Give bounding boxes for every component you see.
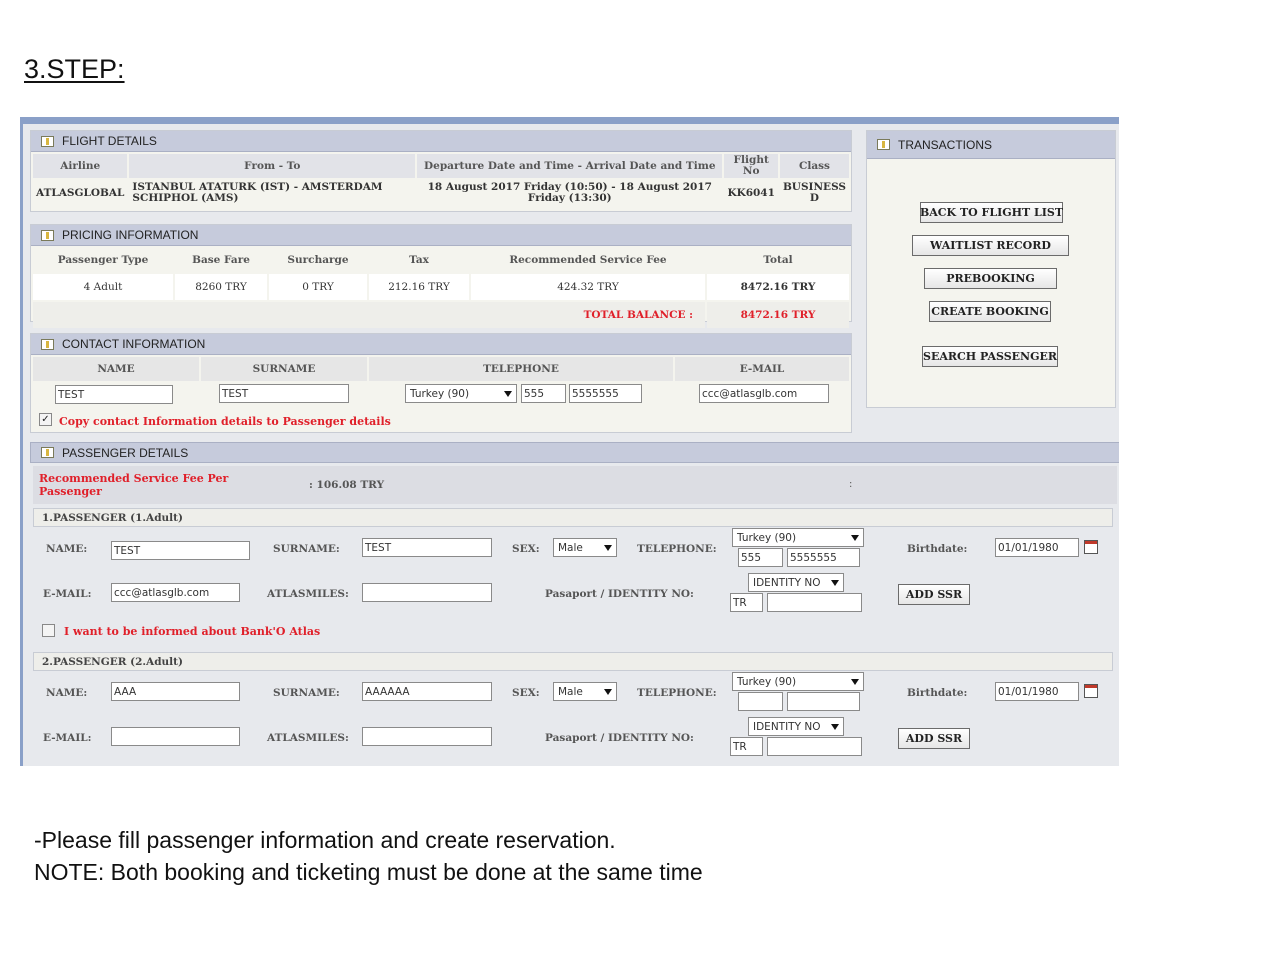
flight-details-section: [30, 130, 852, 212]
passenger-1-block: [30, 508, 1119, 646]
price-total: 8472.16 TRY: [707, 274, 849, 300]
col-from-to: From - To: [129, 154, 415, 178]
pax1-birthdate-input[interactable]: 01/01/1980: [995, 538, 1079, 557]
col-base-fare: Base Fare: [175, 248, 267, 272]
pricing-table: [31, 246, 851, 330]
pax2-add-ssr-button[interactable]: ADD SSR: [898, 728, 970, 749]
contact-country-select[interactable]: [405, 384, 517, 403]
col-service-fee: Recommended Service Fee: [471, 248, 705, 272]
service-fee-bar: [33, 466, 1117, 504]
pax1-add-ssr-button[interactable]: ADD SSR: [898, 584, 970, 605]
prebooking-button[interactable]: PREBOOKING: [924, 268, 1057, 289]
passenger-2-block: [30, 652, 1119, 766]
col-datetime: Departure Date and Time - Arrival Date and Time: [417, 154, 722, 178]
bank-atlas-checkbox[interactable]: [42, 624, 55, 637]
pax1-birthdate-label: Birthdate:: [907, 543, 968, 555]
section-icon: [41, 230, 54, 241]
pax1-sex-label: SEX:: [512, 543, 540, 555]
contact-title: CONTACT INFORMATION: [62, 337, 206, 351]
pricing-title: PRICING INFORMATION: [62, 228, 199, 242]
price-service-fee: 424.32 TRY: [471, 274, 705, 300]
contact-surname-input[interactable]: TEST: [219, 384, 349, 403]
pax1-atlasmiles-input[interactable]: [362, 583, 492, 602]
pax2-email-label: E-MAIL:: [43, 732, 92, 744]
pax2-id-no-input[interactable]: [767, 737, 862, 756]
pax2-birthdate-input[interactable]: 01/01/1980: [995, 682, 1079, 701]
section-icon: [41, 339, 54, 350]
pax2-id-type-select[interactable]: [748, 717, 844, 736]
pax2-email-input[interactable]: [111, 727, 240, 746]
bank-atlas-label: I want to be informed about Bank'O Atlas: [64, 625, 321, 638]
chevron-down-icon: [851, 679, 859, 685]
contact-email-input[interactable]: ccc@atlasglb.com: [699, 384, 829, 403]
col-total: Total: [707, 248, 849, 272]
col-airline: Airline: [33, 154, 127, 178]
transactions-header: [867, 131, 1115, 159]
pax2-name-input[interactable]: AAA: [111, 682, 240, 701]
waitlist-record-button[interactable]: WAITLIST RECORD: [912, 235, 1069, 256]
pax2-country-select[interactable]: [732, 672, 864, 691]
pax2-passport-label: Pasaport / IDENTITY NO:: [545, 732, 694, 744]
contact-section: [30, 333, 852, 433]
booking-frame: [20, 117, 1119, 766]
service-fee-label: Recommended Service Fee Per Passenger: [39, 472, 229, 498]
col-telephone: TELEPHONE: [369, 357, 673, 381]
total-balance-label: TOTAL BALANCE :: [33, 302, 705, 328]
pax2-birthdate-label: Birthdate:: [907, 687, 968, 699]
pax2-sex-value: Male: [558, 685, 583, 698]
service-fee-value: : 106.08 TRY: [309, 479, 385, 491]
transactions-section: [866, 130, 1116, 408]
pax1-id-prefix-input[interactable]: TR: [730, 593, 763, 612]
chevron-down-icon: [851, 535, 859, 541]
pax2-atlasmiles-input[interactable]: [362, 727, 492, 746]
calendar-icon[interactable]: [1084, 540, 1098, 554]
price-pax-type: 4 Adult: [33, 274, 173, 300]
flight-details-title: FLIGHT DETAILS: [62, 134, 157, 148]
pax1-sex-value: Male: [558, 541, 583, 554]
pax1-id-type-value: IDENTITY NO: [753, 576, 821, 589]
col-name: NAME: [33, 357, 199, 381]
section-icon: [877, 139, 890, 150]
service-fee-extra: :: [849, 479, 853, 490]
contact-header: [31, 334, 851, 355]
col-class: Class: [780, 154, 849, 178]
flight-table: [31, 152, 851, 208]
pax2-name-label: NAME:: [46, 687, 88, 699]
flight-number: KK6041: [724, 180, 778, 206]
passenger-2-title: 2.PASSENGER (2.Adult): [33, 652, 1113, 671]
pax1-surname-label: SURNAME:: [273, 543, 340, 555]
price-tax: 212.16 TRY: [369, 274, 469, 300]
pax2-surname-label: SURNAME:: [273, 687, 340, 699]
pax2-sex-select[interactable]: [553, 682, 617, 701]
pax1-country-select[interactable]: [732, 528, 864, 547]
pax2-atlasmiles-label: ATLASMILES:: [267, 732, 349, 744]
passenger-details-section: [30, 442, 1119, 766]
pax2-sex-label: SEX:: [512, 687, 540, 699]
pricing-header: [31, 225, 851, 246]
chevron-down-icon: [604, 545, 612, 551]
search-passenger-button[interactable]: SEARCH PASSENGER: [922, 346, 1058, 367]
flight-datetime: 18 August 2017 Friday (10:50) - 18 August 2017 Friday (13:30): [417, 180, 722, 206]
flight-class: BUSINESS D: [780, 180, 849, 206]
pricing-section: [30, 224, 852, 322]
col-surname: SURNAME: [201, 357, 367, 381]
section-icon: [41, 447, 54, 458]
contact-table: [31, 355, 851, 383]
chevron-down-icon: [604, 689, 612, 695]
contact-country-value: Turkey (90): [410, 387, 470, 400]
pax2-area-input[interactable]: [738, 692, 783, 711]
passenger-details-title: PASSENGER DETAILS: [62, 445, 189, 460]
contact-area-input[interactable]: 555: [521, 384, 566, 403]
chevron-down-icon: [504, 391, 512, 397]
copy-contact-checkbox[interactable]: ✓: [39, 413, 52, 426]
pax2-telephone-label: TELEPHONE:: [637, 687, 717, 699]
col-flight-no: Flight No: [724, 154, 778, 178]
pax1-name-label: NAME:: [46, 543, 88, 555]
pax1-email-label: E-MAIL:: [43, 588, 92, 600]
calendar-icon[interactable]: [1084, 684, 1098, 698]
transactions-title: TRANSACTIONS: [898, 137, 993, 152]
pax2-id-type-value: IDENTITY NO: [753, 720, 821, 733]
col-email: E-MAIL: [675, 357, 849, 381]
total-balance-value: 8472.16 TRY: [707, 302, 849, 328]
chevron-down-icon: [831, 580, 839, 586]
contact-phone-input[interactable]: 5555555: [569, 384, 642, 403]
pax1-area-input[interactable]: 555: [738, 548, 783, 567]
pax1-sex-select[interactable]: [553, 538, 617, 557]
section-icon: [41, 136, 54, 147]
passenger-1-title: 1.PASSENGER (1.Adult): [33, 508, 1113, 527]
pax1-name-input[interactable]: TEST: [111, 541, 250, 560]
col-surcharge: Surcharge: [269, 248, 367, 272]
pax2-id-prefix-input[interactable]: TR: [730, 737, 763, 756]
pax1-atlasmiles-label: ATLASMILES:: [267, 588, 349, 600]
col-passenger-type: Passenger Type: [33, 248, 173, 272]
col-tax: Tax: [369, 248, 469, 272]
pax1-phone-input[interactable]: 5555555: [787, 548, 860, 567]
back-to-flight-list-button[interactable]: BACK TO FLIGHT LIST: [920, 202, 1063, 223]
price-surcharge: 0 TRY: [269, 274, 367, 300]
create-booking-button[interactable]: CREATE BOOKING: [929, 301, 1051, 322]
pax1-id-no-input[interactable]: [767, 593, 862, 612]
pax1-id-type-select[interactable]: [748, 573, 844, 592]
copy-contact-label: Copy contact Information details to Passenger details: [59, 415, 391, 428]
price-base-fare: 8260 TRY: [175, 274, 267, 300]
pax1-passport-label: Pasaport / IDENTITY NO:: [545, 588, 694, 600]
flight-details-header: [31, 131, 851, 152]
pax1-telephone-label: TELEPHONE:: [637, 543, 717, 555]
instruction-line-2: NOTE: Both booking and ticketing must be done at the same time: [34, 859, 703, 885]
pax1-surname-input[interactable]: TEST: [362, 538, 492, 557]
pax2-country-value: Turkey (90): [737, 675, 797, 688]
pax2-phone-input[interactable]: [787, 692, 860, 711]
instruction-line-1: -Please fill passenger information and create reservation.: [34, 827, 616, 853]
passenger-details-header: [30, 442, 1119, 463]
pax1-country-value: Turkey (90): [737, 531, 797, 544]
contact-name-input[interactable]: TEST: [55, 385, 173, 404]
flight-route: ISTANBUL ATATURK (IST) - AMSTERDAM SCHIPHOL (AMS): [129, 180, 415, 206]
step-title: 3.STEP:: [24, 54, 125, 84]
instructions: [34, 824, 703, 888]
flight-airline: ATLASGLOBAL: [33, 180, 127, 206]
pax1-email-input[interactable]: ccc@atlasglb.com: [111, 583, 240, 602]
pax2-surname-input[interactable]: AAAAAA: [362, 682, 492, 701]
chevron-down-icon: [831, 724, 839, 730]
